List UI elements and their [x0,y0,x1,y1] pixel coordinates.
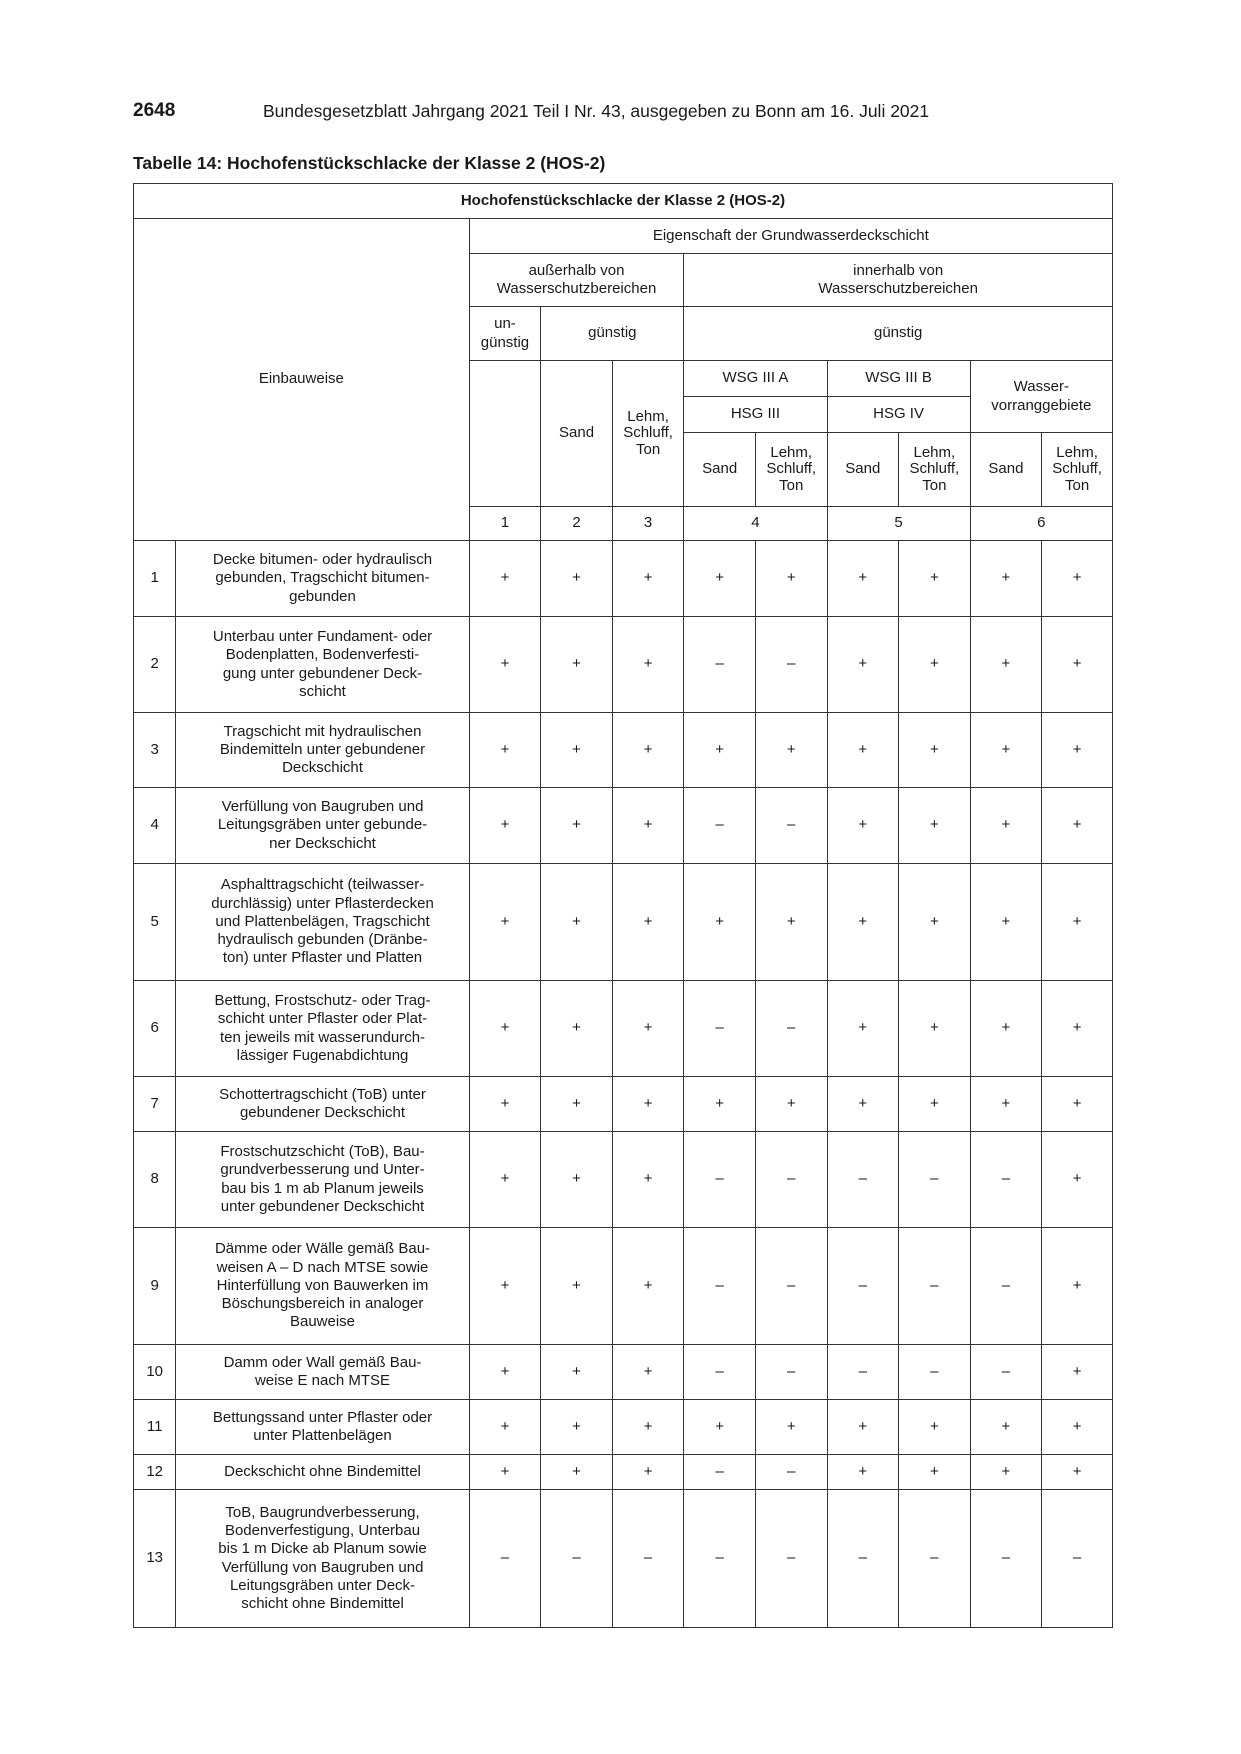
row-number: 3 [134,713,176,788]
table-row [134,713,1113,788]
suitability-value: + [970,541,1042,617]
page-number: 2648 [133,100,176,121]
suitability-value: + [612,981,684,1077]
einbauweise-text: Decke bitumen- oder hydraulisch gebunden, Tragschicht bitumen- gebunden [176,541,469,617]
suitability-value: + [469,1455,541,1490]
suitability-value: – [755,1228,827,1345]
table-row [134,1400,1113,1455]
suitability-value: + [1042,617,1113,713]
suitability-value: + [541,617,613,713]
guenstig-header-outside: günstig [541,307,684,361]
suitability-value: + [899,1400,971,1455]
empty-header-cell [469,361,541,507]
suitability-value: + [1042,788,1113,864]
sand-subheader: Sand [684,433,756,507]
einbauweise-header: Einbauweise [134,219,470,541]
suitability-value: + [1042,713,1113,788]
suitability-value: – [970,1345,1042,1400]
suitability-value: + [612,541,684,617]
suitability-value: + [541,1228,613,1345]
suitability-value: + [899,981,971,1077]
row-number: 4 [134,788,176,864]
suitability-value: – [612,1490,684,1628]
suitability-value: + [827,541,899,617]
suitability-value: – [970,1132,1042,1228]
table-caption: Tabelle 14: Hochofenstückschlacke der Klasse 2 (HOS-2) [133,153,606,173]
suitability-value: + [970,1077,1042,1132]
suitability-value: + [899,617,971,713]
suitability-value: + [827,1400,899,1455]
hos2-table [133,183,1113,1628]
innerhalb-header: innerhalb von Wasserschutzbereichen [684,254,1113,307]
einbauweise-text: Damm oder Wall gemäß Bau- weise E nach MTSE [176,1345,469,1400]
suitability-value: + [970,864,1042,981]
lehm-subheader: Lehm, Schluff, Ton [1042,433,1113,507]
eigenschaft-header: Eigenschaft der Grundwasserdeckschicht [469,219,1112,254]
suitability-value: + [970,1400,1042,1455]
suitability-value: + [1042,1132,1113,1228]
suitability-value: + [827,981,899,1077]
table-row [134,1132,1113,1228]
suitability-value: – [541,1490,613,1628]
suitability-value: + [469,1345,541,1400]
einbauweise-text: Deckschicht ohne Bindemittel [176,1455,469,1490]
suitability-value: + [541,713,613,788]
row-number: 9 [134,1228,176,1345]
row-number: 2 [134,617,176,713]
suitability-value: – [755,617,827,713]
suitability-value: + [469,864,541,981]
page-header [133,100,1113,126]
einbauweise-text: Asphalttragschicht (teilwasser- durchlässig) unter Pflasterdecken und Plattenbelägen, Tragschicht hydraulisch gebunden (Dränbe- ton) unter Pflaster und Platten [176,864,469,981]
ausserhalb-header: außerhalb von Wasserschutzbereichen [469,254,684,307]
suitability-value: + [684,1077,756,1132]
suitability-value: – [684,1345,756,1400]
suitability-value: + [1042,1400,1113,1455]
table-title: Hochofenstückschlacke der Klasse 2 (HOS-2) [134,184,1113,219]
suitability-value: + [1042,864,1113,981]
suitability-value: – [827,1132,899,1228]
suitability-value: + [1042,541,1113,617]
suitability-value: – [899,1132,971,1228]
einbauweise-text: Tragschicht mit hydraulischen Bindemitteln unter gebundener Deckschicht [176,713,469,788]
column-number: 2 [541,507,613,541]
suitability-value: + [684,1400,756,1455]
lehm-header: Lehm, Schluff, Ton [612,361,684,507]
suitability-value: + [755,541,827,617]
column-number: 3 [612,507,684,541]
suitability-value: + [541,981,613,1077]
suitability-value: + [684,541,756,617]
suitability-value: – [755,1490,827,1628]
suitability-value: + [899,713,971,788]
suitability-value: + [755,864,827,981]
suitability-value: – [755,1455,827,1490]
suitability-value: + [899,1077,971,1132]
suitability-value: + [970,617,1042,713]
suitability-value: + [612,864,684,981]
hsg-iv-header: HSG IV [827,397,970,433]
suitability-value: – [899,1228,971,1345]
einbauweise-text: Bettung, Frostschutz- oder Trag- schicht unter Pflaster oder Plat- ten jeweils mit wasserundurch- lässiger Fugenabdichtung [176,981,469,1077]
sand-subheader: Sand [827,433,899,507]
table-row [134,1455,1113,1490]
suitability-value: – [684,1228,756,1345]
suitability-value: + [899,1455,971,1490]
suitability-value: + [899,864,971,981]
suitability-value: + [469,1132,541,1228]
row-number: 12 [134,1455,176,1490]
suitability-value: + [612,1228,684,1345]
table-row [134,788,1113,864]
suitability-value: – [899,1345,971,1400]
lehm-subheader: Lehm, Schluff, Ton [755,433,827,507]
suitability-value: – [684,981,756,1077]
column-number: 5 [827,507,970,541]
suitability-value: + [970,788,1042,864]
einbauweise-text: Unterbau unter Fundament- oder Bodenplatten, Bodenverfesti- gung unter gebundener Deck- schicht [176,617,469,713]
suitability-value: + [541,1400,613,1455]
suitability-value: + [1042,1228,1113,1345]
sand-header: Sand [541,361,613,507]
suitability-value: – [684,1490,756,1628]
guenstig-header-inside: günstig [684,307,1113,361]
table-row [134,541,1113,617]
suitability-value: + [469,617,541,713]
suitability-value: + [970,713,1042,788]
suitability-value: + [612,617,684,713]
suitability-value: + [541,1455,613,1490]
table-row [134,1077,1113,1132]
row-number: 11 [134,1400,176,1455]
suitability-value: + [469,541,541,617]
table-row [134,981,1113,1077]
suitability-value: – [755,788,827,864]
suitability-value: + [541,1132,613,1228]
column-number: 6 [970,507,1112,541]
suitability-value: – [1042,1490,1113,1628]
suitability-value: + [755,713,827,788]
row-number: 8 [134,1132,176,1228]
suitability-value: – [684,1455,756,1490]
suitability-value: – [827,1490,899,1628]
suitability-value: + [684,864,756,981]
suitability-value: + [612,1400,684,1455]
suitability-value: + [827,1455,899,1490]
wsg-iii-a-header: WSG III A [684,361,827,397]
einbauweise-text: Bettungssand unter Pflaster oder unter Plattenbelägen [176,1400,469,1455]
suitability-value: + [827,864,899,981]
suitability-value: – [970,1490,1042,1628]
row-number: 5 [134,864,176,981]
suitability-value: + [1042,1455,1113,1490]
suitability-value: – [755,1345,827,1400]
suitability-value: + [469,1400,541,1455]
suitability-value: + [612,1455,684,1490]
suitability-value: + [827,1077,899,1132]
suitability-value: + [899,541,971,617]
suitability-value: + [1042,1345,1113,1400]
suitability-value: + [755,1077,827,1132]
suitability-value: + [469,981,541,1077]
column-number: 4 [684,507,827,541]
einbauweise-text: Verfüllung von Baugruben und Leitungsgräben unter gebunde- ner Deckschicht [176,788,469,864]
einbauweise-text: Dämme oder Wälle gemäß Bau- weisen A – D nach MTSE sowie Hinterfüllung von Bauwerken im Böschungsbereich in analoger Bauweise [176,1228,469,1345]
suitability-value: + [469,1228,541,1345]
table-row [134,1345,1113,1400]
suitability-value: + [612,1345,684,1400]
row-number: 13 [134,1490,176,1628]
suitability-value: + [469,788,541,864]
suitability-value: – [899,1490,971,1628]
suitability-value: + [469,1077,541,1132]
suitability-value: + [970,1455,1042,1490]
suitability-value: + [541,541,613,617]
row-number: 6 [134,981,176,1077]
table-row [134,617,1113,713]
column-number: 1 [469,507,541,541]
suitability-value: + [827,617,899,713]
wsg-iii-b-header: WSG III B [827,361,970,397]
wasservorranggebiete-header: Wasser- vorranggebiete [970,361,1112,433]
suitability-value: + [541,864,613,981]
suitability-value: + [684,713,756,788]
suitability-value: + [541,1345,613,1400]
einbauweise-text: Schottertragschicht (ToB) unter gebundener Deckschicht [176,1077,469,1132]
suitability-value: + [827,788,899,864]
suitability-value: + [541,1077,613,1132]
suitability-value: – [684,617,756,713]
sand-subheader: Sand [970,433,1042,507]
suitability-value: – [469,1490,541,1628]
row-number: 1 [134,541,176,617]
suitability-value: + [469,713,541,788]
suitability-value: + [541,788,613,864]
suitability-value: + [612,1077,684,1132]
einbauweise-text: Frostschutzschicht (ToB), Bau- grundverbesserung und Unter- bau bis 1 m ab Planum jeweils unter gebundener Deckschicht [176,1132,469,1228]
suitability-value: + [827,713,899,788]
suitability-value: + [612,1132,684,1228]
table-row [134,1490,1113,1628]
suitability-value: – [755,981,827,1077]
row-number: 7 [134,1077,176,1132]
suitability-value: – [827,1345,899,1400]
suitability-value: + [612,713,684,788]
suitability-value: – [684,1132,756,1228]
suitability-value: – [755,1132,827,1228]
suitability-value: + [755,1400,827,1455]
table-row [134,864,1113,981]
einbauweise-text: ToB, Baugrundverbesserung, Bodenverfestigung, Unterbau bis 1 m Dicke ab Planum sowie Verfüllung von Baugruben und Leitungsgräben unter Deck- schicht ohne Bindemittel [176,1490,469,1628]
suitability-value: + [970,981,1042,1077]
table-rows [134,541,1113,1628]
suitability-value: – [827,1228,899,1345]
suitability-value: + [612,788,684,864]
suitability-value: – [684,788,756,864]
unguenstig-header: un- günstig [469,307,541,361]
hsg-iii-header: HSG III [684,397,827,433]
suitability-value: + [1042,981,1113,1077]
suitability-value: + [1042,1077,1113,1132]
running-title: Bundesgesetzblatt Jahrgang 2021 Teil I Nr. 43, ausgegeben zu Bonn am 16. Juli 2021 [263,101,930,121]
row-number: 10 [134,1345,176,1400]
lehm-subheader: Lehm, Schluff, Ton [899,433,971,507]
suitability-value: + [899,788,971,864]
table-row [134,1228,1113,1345]
suitability-value: – [970,1228,1042,1345]
